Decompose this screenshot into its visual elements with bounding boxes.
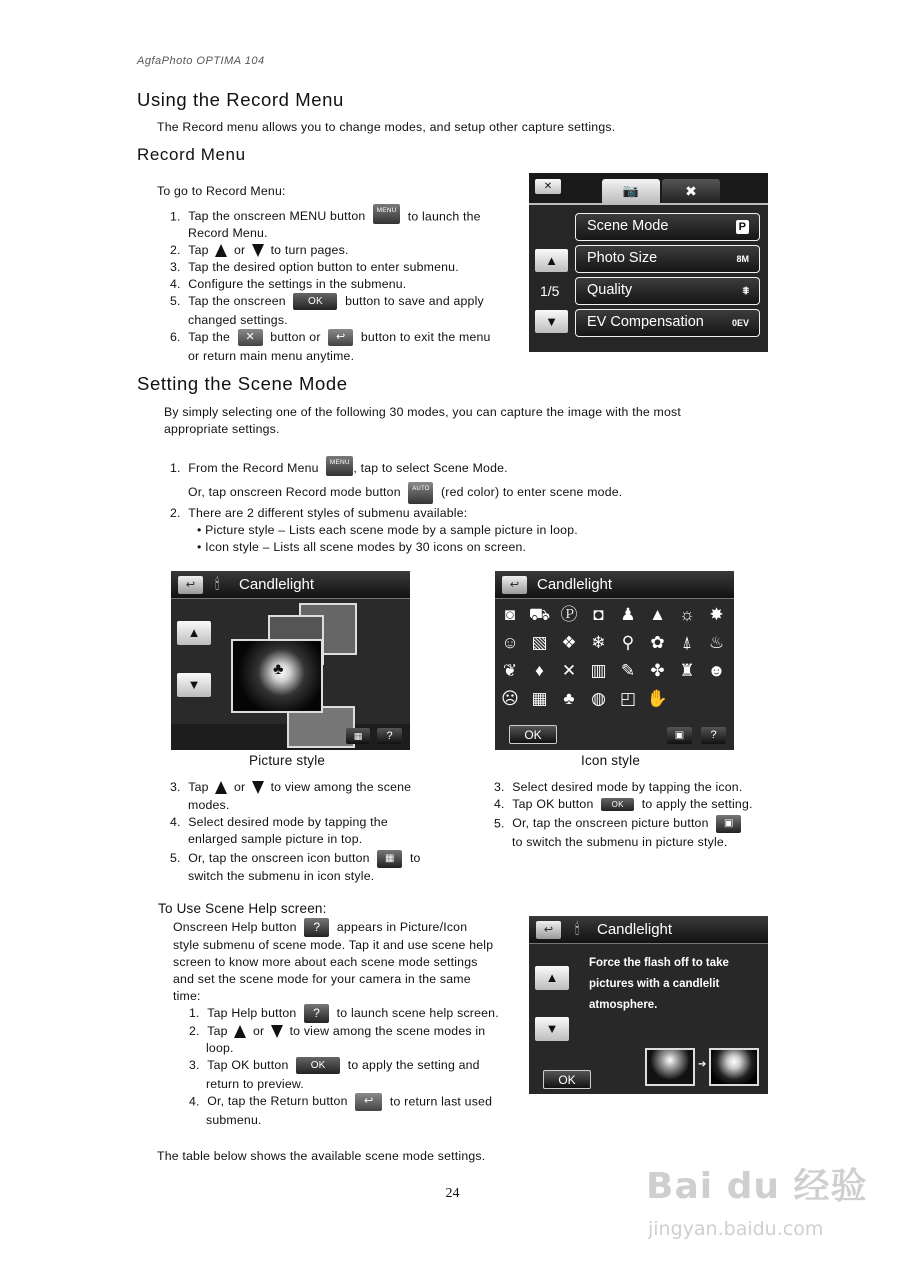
- section-title-record-menu: Record Menu: [137, 145, 246, 164]
- scene-mode-icon[interactable]: ⚲: [621, 633, 635, 652]
- scene-title: Candlelight: [239, 576, 315, 593]
- scene-down-button[interactable]: ▼: [177, 673, 211, 697]
- return-button[interactable]: ↩: [536, 921, 561, 939]
- record-mode-icon: AUTO: [408, 482, 433, 504]
- scene-down-button[interactable]: ▼: [535, 1017, 569, 1041]
- page-down-button[interactable]: ▼: [535, 310, 568, 333]
- scene-mode-icon[interactable]: ❦: [502, 661, 518, 680]
- scene-mode-icon[interactable]: ◰: [619, 689, 637, 708]
- page-up-button[interactable]: ▲: [535, 249, 568, 272]
- scene-mode-icon[interactable]: ☺: [501, 633, 519, 652]
- picture-style-caption: Picture style: [249, 753, 326, 768]
- baidu-watermark-logo: Bai du 经验: [646, 1166, 868, 1207]
- menu-button-icon: MENU: [326, 456, 353, 476]
- scene-intro-line1: By simply selecting one of the following 30 modes, you can capture the image with the most: [164, 405, 681, 419]
- scene-mode-icon[interactable]: ☼: [679, 605, 695, 624]
- table-note: The table below shows the available scene mode settings.: [157, 1149, 486, 1163]
- scene-mode-icon[interactable]: ✤: [650, 661, 665, 680]
- help-button[interactable]: ?: [377, 728, 402, 744]
- record-menu-screen: [529, 173, 768, 352]
- ok-button[interactable]: OK: [543, 1070, 591, 1089]
- down-arrow-icon: [252, 781, 264, 794]
- scene-mode-icon[interactable]: ✕: [561, 661, 577, 680]
- menu-button-icon: MENU: [373, 204, 400, 224]
- before-sample-picture: [645, 1048, 695, 1086]
- up-arrow-icon: [215, 781, 227, 794]
- ok-button-icon: OK: [296, 1057, 340, 1074]
- icon-style-screen: [495, 571, 734, 750]
- close-icon: ✕: [238, 329, 263, 346]
- picture-style-button-icon: ▣: [716, 815, 741, 833]
- scene-mode-icon[interactable]: ♦: [535, 661, 544, 680]
- return-icon: ↩: [355, 1093, 382, 1111]
- scene-intro-line2: appropriate settings.: [164, 422, 280, 436]
- scene-mode-icon[interactable]: ❖: [561, 633, 577, 652]
- scene-mode-icon[interactable]: ✎: [620, 661, 636, 680]
- scene-mode-icon[interactable]: ▲: [649, 605, 666, 624]
- section-title-record-menu-usage: Using the Record Menu: [137, 89, 344, 110]
- scene-up-button[interactable]: ▲: [177, 621, 211, 645]
- candle-icon: 🕯: [215, 576, 220, 593]
- tree-icon: ♣: [273, 661, 284, 678]
- ev-icon: 0EV: [731, 318, 749, 328]
- up-arrow-icon: [215, 244, 227, 257]
- ok-button[interactable]: OK: [509, 725, 557, 744]
- screen-titlebar: [171, 571, 410, 599]
- icon-style-caption: Icon style: [581, 753, 641, 768]
- scene-mode-icon[interactable]: ⛟: [528, 605, 551, 624]
- scene-mode-icon[interactable]: ♜: [679, 661, 695, 680]
- scene-mode-icon[interactable]: ◙: [504, 605, 516, 624]
- scene-mode-icon[interactable]: ☻: [707, 661, 726, 680]
- scene-help-steps: 1. Tap Help button ? to launch scene help screen. 2. Tap or to view among the scene modes in loop. 3. Tap OK button OK to apply the setting and return to preview. 4. Or, tap the Return button ↩ to return last used submenu.: [189, 1005, 499, 1127]
- scene-mode-icon[interactable]: ▥: [590, 661, 607, 680]
- enlarged-sample-picture[interactable]: [231, 639, 323, 713]
- scene-mode-icon[interactable]: ⍋: [681, 633, 693, 652]
- scene-mode-icon[interactable]: ❄: [591, 633, 606, 652]
- up-arrow-icon: [234, 1025, 246, 1038]
- page-indicator: 1/5: [540, 283, 560, 299]
- section-title-scene-mode: Setting the Scene Mode: [137, 373, 348, 394]
- menu-option-scene-mode[interactable]: Scene Mode P: [575, 213, 760, 241]
- baidu-watermark-url: jingyan.baidu.com: [648, 1218, 824, 1240]
- return-button[interactable]: ↩: [502, 576, 527, 594]
- record-menu-lead: To go to Record Menu:: [157, 184, 286, 198]
- tab-camera[interactable]: 📷: [602, 179, 660, 203]
- scene-mode-icon[interactable]: Ⓟ: [560, 605, 578, 624]
- tab-settings[interactable]: ✖: [662, 179, 720, 203]
- help-button-icon: ?: [304, 918, 329, 937]
- scene-mode-icon[interactable]: ✿: [650, 633, 665, 652]
- icon-style-steps: 3. Select desired mode by tapping the icon. 4. Tap OK button OK to apply the setting. 5. Or, tap the onscreen picture button ▣ to switch the submenu in picture style.: [494, 780, 753, 849]
- down-arrow-icon: [252, 244, 264, 257]
- page-number: 24: [445, 1186, 460, 1201]
- section-intro: The Record menu allows you to change modes, and setup other capture settings.: [157, 120, 616, 134]
- scene-steps: 1. From the Record Menu MENU , tap to select Scene Mode. Or, tap onscreen Record mode button AUTO (red color) to enter scene mode. 2. There are 2 different styles of submenu available: • Picture style – Lists each scene mode by a sample picture in loop. • Icon style – Lists all scene modes by 30 icons on screen.: [170, 457, 622, 556]
- quality-icon: ⩨: [742, 285, 749, 297]
- running-header: AgfaPhoto OPTIMA 104: [137, 55, 265, 67]
- menu-option-ev-compensation[interactable]: EV Compensation 0EV: [575, 309, 760, 337]
- after-sample-picture: [709, 1048, 759, 1086]
- record-menu-steps: 1. Tap the onscreen MENU button MENU to launch the Record Menu. 2. Tap or to turn pages. 3. Tap the desired option button to enter submenu. 4. Configure the settings in the submenu. 5. Tap the onscreen OK button to save and apply changed settings. 6. Tap the ✕ button or ↩ button to exit the menu or return main menu anytime.: [170, 207, 491, 365]
- down-arrow-icon: [271, 1025, 283, 1038]
- scene-mode-icon[interactable]: ◍: [591, 689, 606, 708]
- scene-mode-icon[interactable]: ♟: [620, 605, 636, 624]
- screen-titlebar: [495, 571, 734, 599]
- scene-help-paragraph: Onscreen Help button ? appears in Picture/Icon style submenu of scene mode. Tap it and use scene help screen to know more about each scene mode settings and set the scene mode for your camera in the same time:: [173, 919, 494, 1003]
- scene-title: Candlelight: [597, 921, 673, 938]
- icon-style-button[interactable]: ▦: [346, 728, 370, 744]
- ok-button-icon: OK: [293, 293, 337, 310]
- return-icon: ↩: [328, 329, 353, 346]
- scene-mode-icon[interactable]: ✸: [709, 605, 724, 624]
- scene-mode-icon[interactable]: ♣: [563, 689, 575, 708]
- scene-mode-icon[interactable]: ◘: [593, 605, 604, 624]
- scene-help-text: Force the flash off to take pictures with a candlelit atmosphere.: [589, 957, 729, 1011]
- arrow-right-icon: ➔: [698, 1059, 707, 1070]
- scene-mode-icon[interactable]: ▦: [531, 689, 548, 708]
- scene-help-screen: [529, 916, 768, 1094]
- icon-grid-button-icon: ▦: [377, 850, 402, 868]
- program-mode-icon: P: [736, 220, 749, 234]
- help-button[interactable]: ?: [701, 727, 726, 744]
- close-button[interactable]: ✕: [535, 179, 561, 194]
- scene-mode-icon[interactable]: ♨: [708, 633, 725, 652]
- photo-size-icon: 8M: [736, 254, 749, 264]
- scene-help-title: To Use Scene Help screen:: [158, 901, 327, 916]
- candle-icon: 🕯: [575, 921, 580, 938]
- scene-title: Candlelight: [537, 576, 613, 593]
- ok-button-icon: OK: [601, 798, 634, 811]
- picture-style-screen: [171, 571, 410, 750]
- scene-mode-icon[interactable]: ☹: [501, 689, 519, 708]
- screen-titlebar: [529, 916, 768, 944]
- scene-up-button[interactable]: ▲: [535, 966, 569, 990]
- menu-option-quality[interactable]: Quality ⩨: [575, 277, 760, 305]
- scene-mode-icon[interactable]: ✋: [646, 689, 669, 708]
- return-button[interactable]: ↩: [178, 576, 203, 594]
- picture-style-button[interactable]: ▣: [667, 727, 692, 744]
- menu-option-photo-size[interactable]: Photo Size 8M: [575, 245, 760, 273]
- scene-mode-icon[interactable]: ▧: [531, 633, 548, 652]
- picture-style-steps: 3. Tap or to view among the scene modes. 4. Select desired mode by tapping the enlarged sample picture in top. 5. Or, tap the onscreen icon button ▦ to switch the submenu in icon style.: [170, 780, 421, 883]
- help-button-icon: ?: [304, 1004, 329, 1023]
